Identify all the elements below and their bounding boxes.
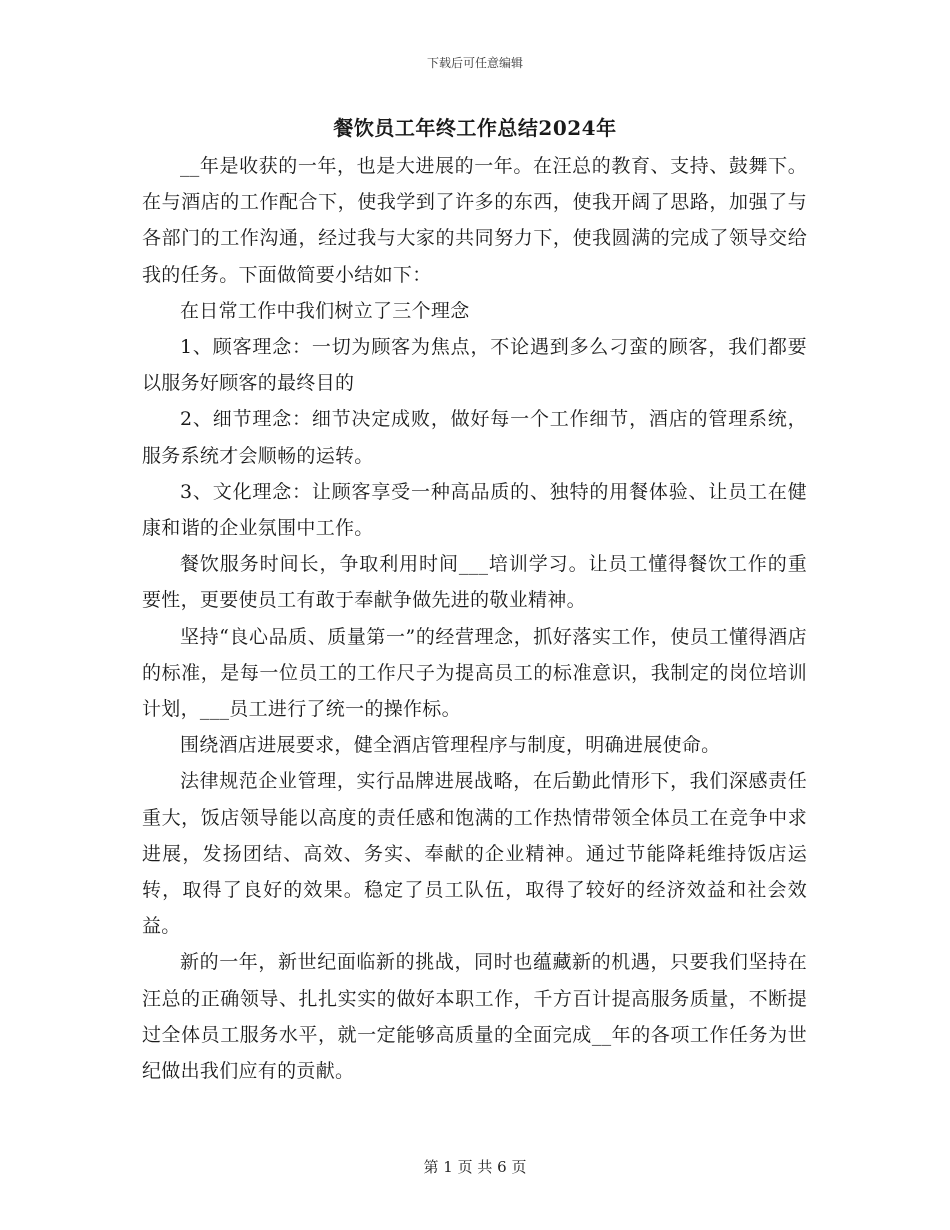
- paragraph-new-year: 新的一年，新世纪面临新的挑战，同时也蕴藏新的机遇，只要我们坚持在汪总的正确领导、扎扎实实的做好本职工作，千方百计提高服务质量，不断提过全体员工服务水平，就一定能够高质量的全面完成__年的各项工作任务为世纪做出我们应有的贡献。: [142, 951, 807, 1083]
- document-title: 餐饮员工年终工作总结2024年: [333, 116, 617, 140]
- paragraph-quality: 坚持“良心品质、质量第一”的经营理念，抓好落实工作，使员工懂得酒店的标准，是每一位员工的工作尺子为提高员工的标准意识，我制定的岗位培训计划，___员工进行了统一的操作标。: [142, 625, 807, 721]
- paragraph-culture-concept: 3、文化理念：让顾客享受一种高品质的、独特的用餐体验、让员工在健康和谐的企业氛围中工作。: [142, 480, 807, 540]
- paragraph-three-concepts: 在日常工作中我们树立了三个理念: [180, 299, 470, 322]
- paragraph-customer-concept: 1、顾客理念：一切为顾客为焦点，不论遇到多么刁蛮的顾客，我们都要以服务好顾客的最终目的: [142, 336, 807, 395]
- document-body: [142, 148, 807, 1089]
- paragraph-detail-concept: 2、细节理念：细节决定成败，做好每一个工作细节，酒店的管理系统，服务系统才会顺畅的运转。: [142, 408, 807, 467]
- page-header-note: 下载后可任意编辑: [426, 56, 523, 70]
- page-number: 第 1 页 共 6 页: [423, 1158, 527, 1176]
- paragraph-training: 餐饮服务时间长，争取利用时间___培训学习。让员工懂得餐饮工作的重要性，更要使员工有敢于奉献争做先进的敬业精神。: [142, 553, 807, 612]
- paragraph-brand-strategy: 法律规范企业管理，实行品牌进展战略，在后勤此情形下，我们深感责任重大，饭店领导能以高度的责任感和饱满的工作热情带领全体员工在竞争中求进展，发扬团结、高效、务实、奉献的企业精神。通过节能降耗维持饭店运转，取得了良好的效果。稳定了员工队伍，取得了较好的经济效益和社会效益。: [142, 770, 807, 938]
- paragraph-intro: __年是收获的一年，也是大进展的一年。在汪总的教育、支持、鼓舞下。在与酒店的工作配合下，使我学到了许多的东西，使我开阔了思路，加强了与各部门的工作沟通，经过我与大家的共同努力下，使我圆满的完成了领导交给我的任务。下面做简要小结如下：: [142, 155, 807, 286]
- paragraph-management-system: 围绕酒店进展要求，健全酒店管理程序与制度，明确进展使命。: [180, 734, 721, 757]
